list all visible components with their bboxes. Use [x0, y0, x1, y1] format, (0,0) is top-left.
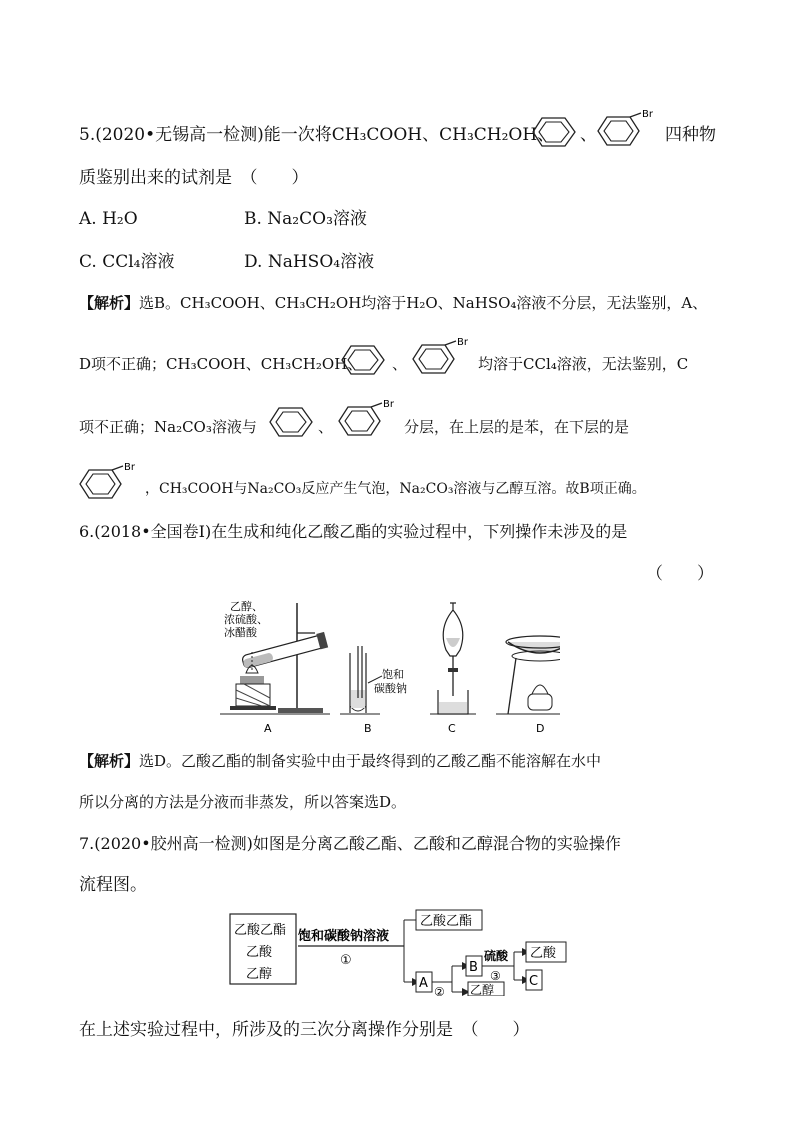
svg-text:③: ③	[490, 969, 501, 983]
q5-analysis-line2a: D项不正确；CH₃COOH、CH₃CH₂OH、	[79, 355, 363, 373]
svg-text:Br: Br	[124, 462, 135, 473]
q6-analysis-line2: 所以分离的方法是分液而非蒸发，所以答案选D。	[79, 793, 407, 811]
q5-analysis-sep: 、	[392, 355, 408, 373]
svg-text:饱和: 饱和	[382, 668, 404, 681]
analysis-tag: 【解析】	[79, 294, 140, 312]
svg-text:Br: Br	[642, 109, 653, 120]
q5-option-d: D. NaHSO₄溶液	[244, 252, 375, 272]
svg-text:C: C	[448, 722, 456, 735]
svg-text:Br: Br	[383, 399, 394, 410]
svg-text:B: B	[364, 722, 372, 735]
svg-text:C: C	[529, 974, 539, 989]
svg-text:乙酸: 乙酸	[246, 945, 273, 960]
svg-text:B: B	[469, 960, 478, 975]
q5-option-a: A. H₂O	[79, 209, 138, 229]
svg-text:②: ②	[434, 985, 445, 996]
svg-text:A: A	[264, 722, 272, 735]
bromobenzene-structure	[597, 105, 663, 149]
svg-text:乙醇: 乙醇	[470, 983, 495, 996]
svg-text:乙酸乙酯: 乙酸乙酯	[234, 923, 287, 938]
separation-flowchart	[226, 906, 571, 996]
apparatus-b	[340, 646, 407, 735]
q6-analysis-line1: 【解析】选D。乙酸乙酯的制备实验中由于最终得到的乙酸乙酯不能溶解在水中	[79, 752, 602, 770]
q6-stem-line1: 6.(2018•全国卷Ⅰ)在生成和纯化乙酸乙酯的实验过程中，下列操作未涉及的是	[79, 522, 628, 541]
q5-analysis-line3c: 分层，在上层的是苯，在下层的是	[404, 418, 630, 436]
q5-stem-line2: 质鉴别出来的试剂是 （ ）	[79, 168, 309, 188]
q5-analysis-line2c: 均溶于CCl₄溶液，无法鉴别，C	[478, 355, 689, 373]
apparatus-c	[430, 603, 476, 735]
q7-stem-line3: 在上述实验过程中，所涉及的三次分离操作分别是 （ ）	[79, 1020, 530, 1040]
benzene-structure	[340, 340, 386, 380]
analysis-tag: 【解析】	[79, 752, 140, 770]
svg-text:碳酸钠: 碳酸钠	[374, 682, 407, 695]
q5-analysis-line1: 【解析】选B。CH₃COOH、CH₃CH₂OH均溶于H₂O、NaHSO₄溶液不分层，无法鉴别，A、	[79, 294, 708, 312]
svg-text:①: ①	[340, 953, 352, 968]
svg-text:A: A	[419, 976, 428, 991]
svg-text:Br: Br	[457, 337, 468, 348]
apparatus-d	[496, 636, 560, 735]
bromobenzene-structure	[412, 333, 478, 377]
svg-text:硫酸: 硫酸	[484, 949, 509, 963]
q5-analysis-sep: 、	[318, 418, 334, 436]
q5-analysis-line3a: 项不正确；Na₂CO₃溶液与	[79, 418, 257, 436]
q5-stem-line1: 5.(2020•无锡高一检测)能一次将CH₃COOH、CH₃CH₂OH、	[79, 125, 555, 145]
benzene-structure	[531, 112, 577, 152]
q5-stem-line1-end: 四种物	[665, 125, 716, 145]
svg-text:乙醇、: 乙醇、	[230, 600, 263, 613]
q7-stem-line1: 7.(2020•胶州高一检测)如图是分离乙酸乙酯、乙酸和乙醇混合物的实验操作	[79, 834, 621, 853]
svg-text:D: D	[536, 722, 545, 735]
apparatus-a	[220, 599, 330, 735]
svg-text:冰醋酸: 冰醋酸	[224, 626, 257, 639]
q5-separator: 、	[580, 125, 597, 145]
apparatus-figure	[210, 598, 560, 738]
q5-option-b: B. Na₂CO₃溶液	[244, 209, 367, 229]
svg-text:乙酸乙酯: 乙酸乙酯	[420, 914, 473, 929]
svg-text:浓硫酸、: 浓硫酸、	[224, 613, 268, 626]
svg-text:饱和碳酸钠溶液: 饱和碳酸钠溶液	[298, 929, 390, 944]
q6-answer-paren: （ ）	[646, 564, 714, 584]
svg-text:乙醇: 乙醇	[246, 967, 273, 982]
bromobenzene-structure	[79, 458, 145, 502]
q5-option-c: C. CCl₄溶液	[79, 252, 175, 272]
bromobenzene-structure	[338, 395, 404, 439]
benzene-structure	[268, 402, 314, 442]
q5-analysis-line4: ，CH₃COOH与Na₂CO₃反应产生气泡，Na₂CO₃溶液与乙醇互溶。故B项正确。	[145, 481, 646, 497]
q7-stem-line2: 流程图。	[79, 875, 147, 895]
svg-text:乙酸: 乙酸	[530, 946, 557, 961]
